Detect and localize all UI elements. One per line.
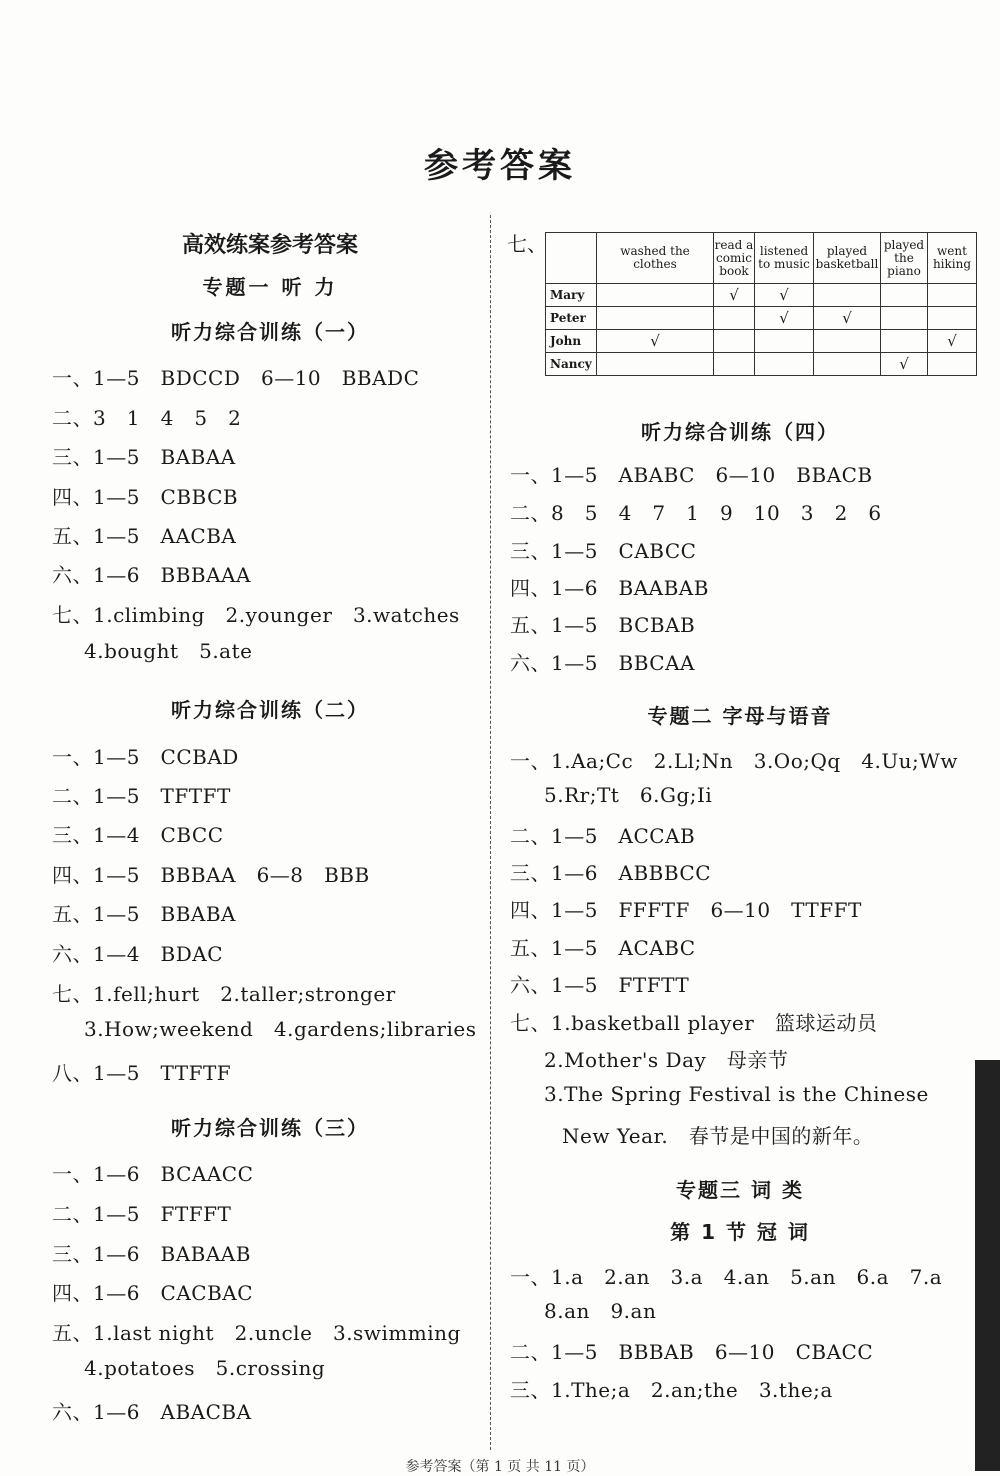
answer-line: 三、1—4 CBCC: [52, 823, 224, 847]
table-cell: [814, 330, 881, 353]
answer-line: 一、1.a 2.an 3.a 4.an 5.an 6.a 7.a: [510, 1265, 943, 1289]
table-cell: [814, 284, 881, 307]
table-cell: [714, 330, 755, 353]
topic3-subheading: 第 1 节 冠 词: [670, 1220, 810, 1244]
section3-heading: 听力综合训练（三）: [171, 1116, 369, 1140]
answer-line: 一、1—5 CCBAD: [52, 745, 239, 769]
answer-line: 六、1—6 ABACBA: [52, 1400, 252, 1424]
table-cell: [755, 353, 814, 376]
table-cell: √: [714, 284, 755, 307]
table-cell: √: [814, 307, 881, 330]
table-cell: [597, 353, 714, 376]
answer-line: New Year. 春节是中国的新年。: [562, 1124, 874, 1148]
column-divider: [490, 215, 491, 1450]
table-cell: [881, 330, 928, 353]
row-name: Mary: [546, 284, 597, 307]
table-cell: √: [597, 330, 714, 353]
answer-line: 二、3 1 4 5 2: [52, 406, 242, 430]
topic3-heading: 专题三 词 类: [676, 1178, 804, 1202]
activity-table: [545, 232, 977, 376]
answer-line: 三、1.The;a 2.an;the 3.the;a: [510, 1378, 833, 1402]
table-header: washed the clothes: [597, 233, 714, 284]
answer-line: 五、1—5 AACBA: [52, 524, 237, 548]
page-footer: 参考答案（第 1 页 共 11 页）: [405, 1459, 595, 1475]
answer-line: 四、1—6 BAABAB: [510, 576, 709, 600]
table-cell: [928, 353, 977, 376]
answer-line: 三、1—6 ABBBCC: [510, 861, 712, 885]
answer-line: 六、1—5 BBCAA: [510, 651, 695, 675]
table-cell: [597, 284, 714, 307]
table-header: played basketball: [814, 233, 881, 284]
table-cell: [881, 307, 928, 330]
answer-line: 一、1.Aa;Cc 2.Ll;Nn 3.Oo;Qq 4.Uu;Ww: [510, 749, 958, 773]
answer-line: 四、1—6 CACBAC: [52, 1281, 254, 1305]
answer-line: 2.Mother's Day 母亲节: [544, 1048, 789, 1072]
table-cell: [597, 307, 714, 330]
answer-line: 八、1—5 TTFTF: [52, 1061, 232, 1085]
page-title: 参考答案: [424, 146, 576, 186]
answer-line: 五、1—5 BBABA: [52, 902, 236, 926]
answer-line: 4.potatoes 5.crossing: [84, 1356, 326, 1380]
page-edge-bar: [975, 1060, 1000, 1471]
answer-line: 三、1—5 CABCC: [510, 539, 697, 563]
answer-line: 四、1—5 FFFTF 6—10 TTFFT: [510, 898, 862, 922]
table-cell: √: [755, 307, 814, 330]
answer-line: 七、1.basketball player 篮球运动员: [510, 1011, 878, 1035]
answer-line: 四、1—5 CBBCB: [52, 485, 239, 509]
answer-line: 二、1—5 FTFFT: [52, 1202, 232, 1226]
table-row: [546, 353, 977, 376]
table-cell: [814, 353, 881, 376]
answer-line: 二、1—5 TFTFT: [52, 784, 231, 808]
table-cell: √: [928, 330, 977, 353]
answer-line: 3.The Spring Festival is the Chinese: [544, 1082, 929, 1106]
table-header: read a comic book: [714, 233, 755, 284]
row-name: Peter: [546, 307, 597, 330]
main-heading: 高效练案参考答案: [181, 233, 358, 258]
answer-line: 五、1.last night 2.uncle 3.swimming: [52, 1321, 461, 1345]
table-cell: [928, 307, 977, 330]
answer-line: 一、1—5 BDCCD 6—10 BBADC: [52, 366, 420, 390]
table-cell: √: [755, 284, 814, 307]
table-cell: [881, 284, 928, 307]
table-header: went hiking: [928, 233, 977, 284]
table-cell: [928, 284, 977, 307]
section2-heading: 听力综合训练（二）: [171, 698, 369, 722]
answer-line: 三、1—6 BABAAB: [52, 1242, 251, 1266]
answer-line: 五、1—5 ACABC: [510, 936, 696, 960]
table-corner: [546, 233, 597, 284]
answer-line: 六、1—5 FTFTT: [510, 973, 690, 997]
table-cell: √: [881, 353, 928, 376]
answer-line: 四、1—5 BBBAA 6—8 BBB: [52, 863, 370, 887]
answer-line: 七、1.climbing 2.younger 3.watches: [52, 603, 460, 627]
table-header: listened to music: [755, 233, 814, 284]
table-row: [546, 307, 977, 330]
answer-line: 二、8 5 4 7 1 9 10 3 2 6: [510, 501, 882, 525]
answer-line: 8.an 9.an: [544, 1299, 657, 1323]
row-name: John: [546, 330, 597, 353]
table-row: [546, 284, 977, 307]
answer-line: 二、1—5 BBBAB 6—10 CBACC: [510, 1340, 874, 1364]
table-label: 七、: [507, 232, 547, 256]
topic1-heading: 专题一 听 力: [202, 275, 338, 299]
table-cell: [714, 307, 755, 330]
answer-line: 3.How;weekend 4.gardens;libraries: [84, 1017, 477, 1041]
table-row: [546, 330, 977, 353]
answer-line: 一、1—6 BCAACC: [52, 1162, 254, 1186]
answer-line: 七、1.fell;hurt 2.taller;stronger: [52, 982, 396, 1006]
answer-line: 4.bought 5.ate: [84, 639, 253, 663]
answer-line: 二、1—5 ACCAB: [510, 824, 696, 848]
table-cell: [714, 353, 755, 376]
answer-line: 六、1—4 BDAC: [52, 942, 223, 966]
table-cell: [755, 330, 814, 353]
answer-line: 一、1—5 ABABC 6—10 BBACB: [510, 463, 873, 487]
answer-line: 六、1—6 BBBAAA: [52, 563, 251, 587]
section4-heading: 听力综合训练（四）: [641, 420, 839, 444]
table-header: played the piano: [881, 233, 928, 284]
topic2-heading: 专题二 字母与语音: [647, 704, 833, 728]
answer-line: 五、1—5 BCBAB: [510, 613, 696, 637]
answer-line: 5.Rr;Tt 6.Gg;Ii: [544, 783, 713, 807]
row-name: Nancy: [546, 353, 597, 376]
answer-line: 三、1—5 BABAA: [52, 445, 236, 469]
section1-heading: 听力综合训练（一）: [171, 320, 369, 344]
